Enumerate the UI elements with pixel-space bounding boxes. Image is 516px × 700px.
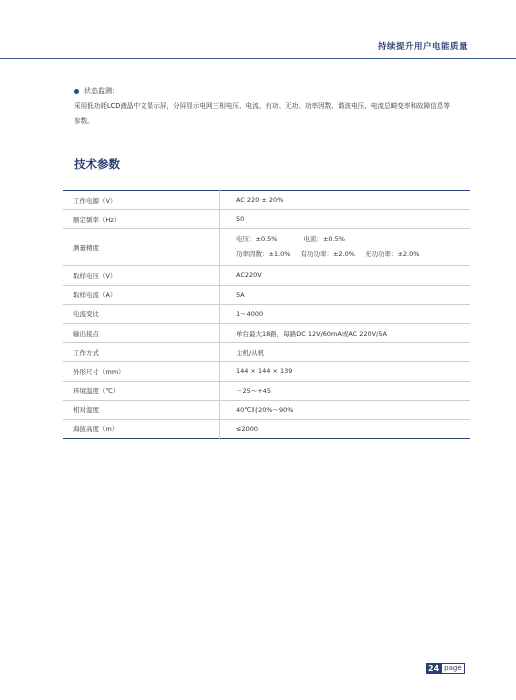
spec-value: 50 (220, 210, 471, 229)
table-row (63, 285, 470, 304)
table-row (63, 400, 470, 419)
spec-label: 取样电压（V） (63, 266, 220, 285)
header-divider (0, 58, 516, 59)
spec-label: 相对湿度 (63, 400, 220, 419)
spec-value: 单台最大18路，每路DC 12V/60mA或AC 220V/5A (220, 323, 471, 342)
spec-value: 5A (220, 285, 471, 304)
spec-value: 1～4000 (220, 304, 471, 323)
accuracy-line-2 (236, 247, 470, 262)
table-row (63, 362, 470, 381)
spec-value: 主机/从机 (220, 343, 471, 362)
spec-value: －25～+45 (220, 381, 471, 400)
header-title: 持续提升用户电能质量 (377, 42, 468, 52)
accuracy-line-1 (236, 232, 470, 247)
bullet-icon (74, 89, 79, 94)
table-row (63, 191, 470, 210)
spec-label: 海拔高度（m） (63, 419, 220, 438)
page-word: page (441, 663, 464, 674)
spec-value: 144 × 144 × 139 (220, 362, 471, 381)
spec-label: 取样电流（A） (63, 285, 220, 304)
page-badge (426, 663, 465, 674)
spec-value: AC220V (220, 266, 471, 285)
table-row (63, 419, 470, 438)
table-row (63, 304, 470, 323)
status-heading-text: 状态监测： (84, 87, 119, 95)
spec-label: 测量精度 (63, 229, 220, 266)
section-title: 技术参数 (74, 157, 120, 171)
spec-value (220, 229, 471, 266)
active-power-accuracy: 有功功率：±2.0% (300, 250, 355, 259)
page-number: 24 (428, 664, 440, 673)
spec-label: 工作电源（V） (63, 191, 220, 210)
spec-label: 电流变比 (63, 304, 220, 323)
spec-value: ≤2000 (236, 424, 258, 433)
power-factor-accuracy: 功率因数：±1.0% (236, 250, 291, 259)
spec-label: 外形尺寸（mm） (63, 362, 220, 381)
table-row (63, 323, 470, 342)
status-description: 采用低功耗LCD液晶中文显示屏，分屏显示电网三相电压、电流、有功、无功、功率因数、谐波电压、电流总畸变率和故障信息等参数。 (74, 102, 451, 125)
voltage-accuracy: 电压：±0.5% (236, 235, 278, 244)
status-heading (74, 86, 119, 96)
table-row (63, 343, 470, 362)
table-row (63, 229, 470, 266)
table-row (63, 210, 470, 229)
spec-label: 工作方式 (63, 343, 220, 362)
spec-value: AC 220 ± 20% (220, 191, 471, 210)
spec-label: 额定频率（Hz） (63, 210, 220, 229)
table-row (63, 266, 470, 285)
spec-label: 环境温度（℃） (63, 381, 220, 400)
table-row (63, 381, 470, 400)
spec-label: 输出接点 (63, 323, 220, 342)
spec-value: 40℃时20%～90% (220, 400, 471, 419)
spec-table (63, 190, 470, 439)
current-accuracy: 电流：±0.5% (303, 235, 345, 244)
reactive-power-accuracy: 无功功率：±2.0% (364, 250, 420, 259)
